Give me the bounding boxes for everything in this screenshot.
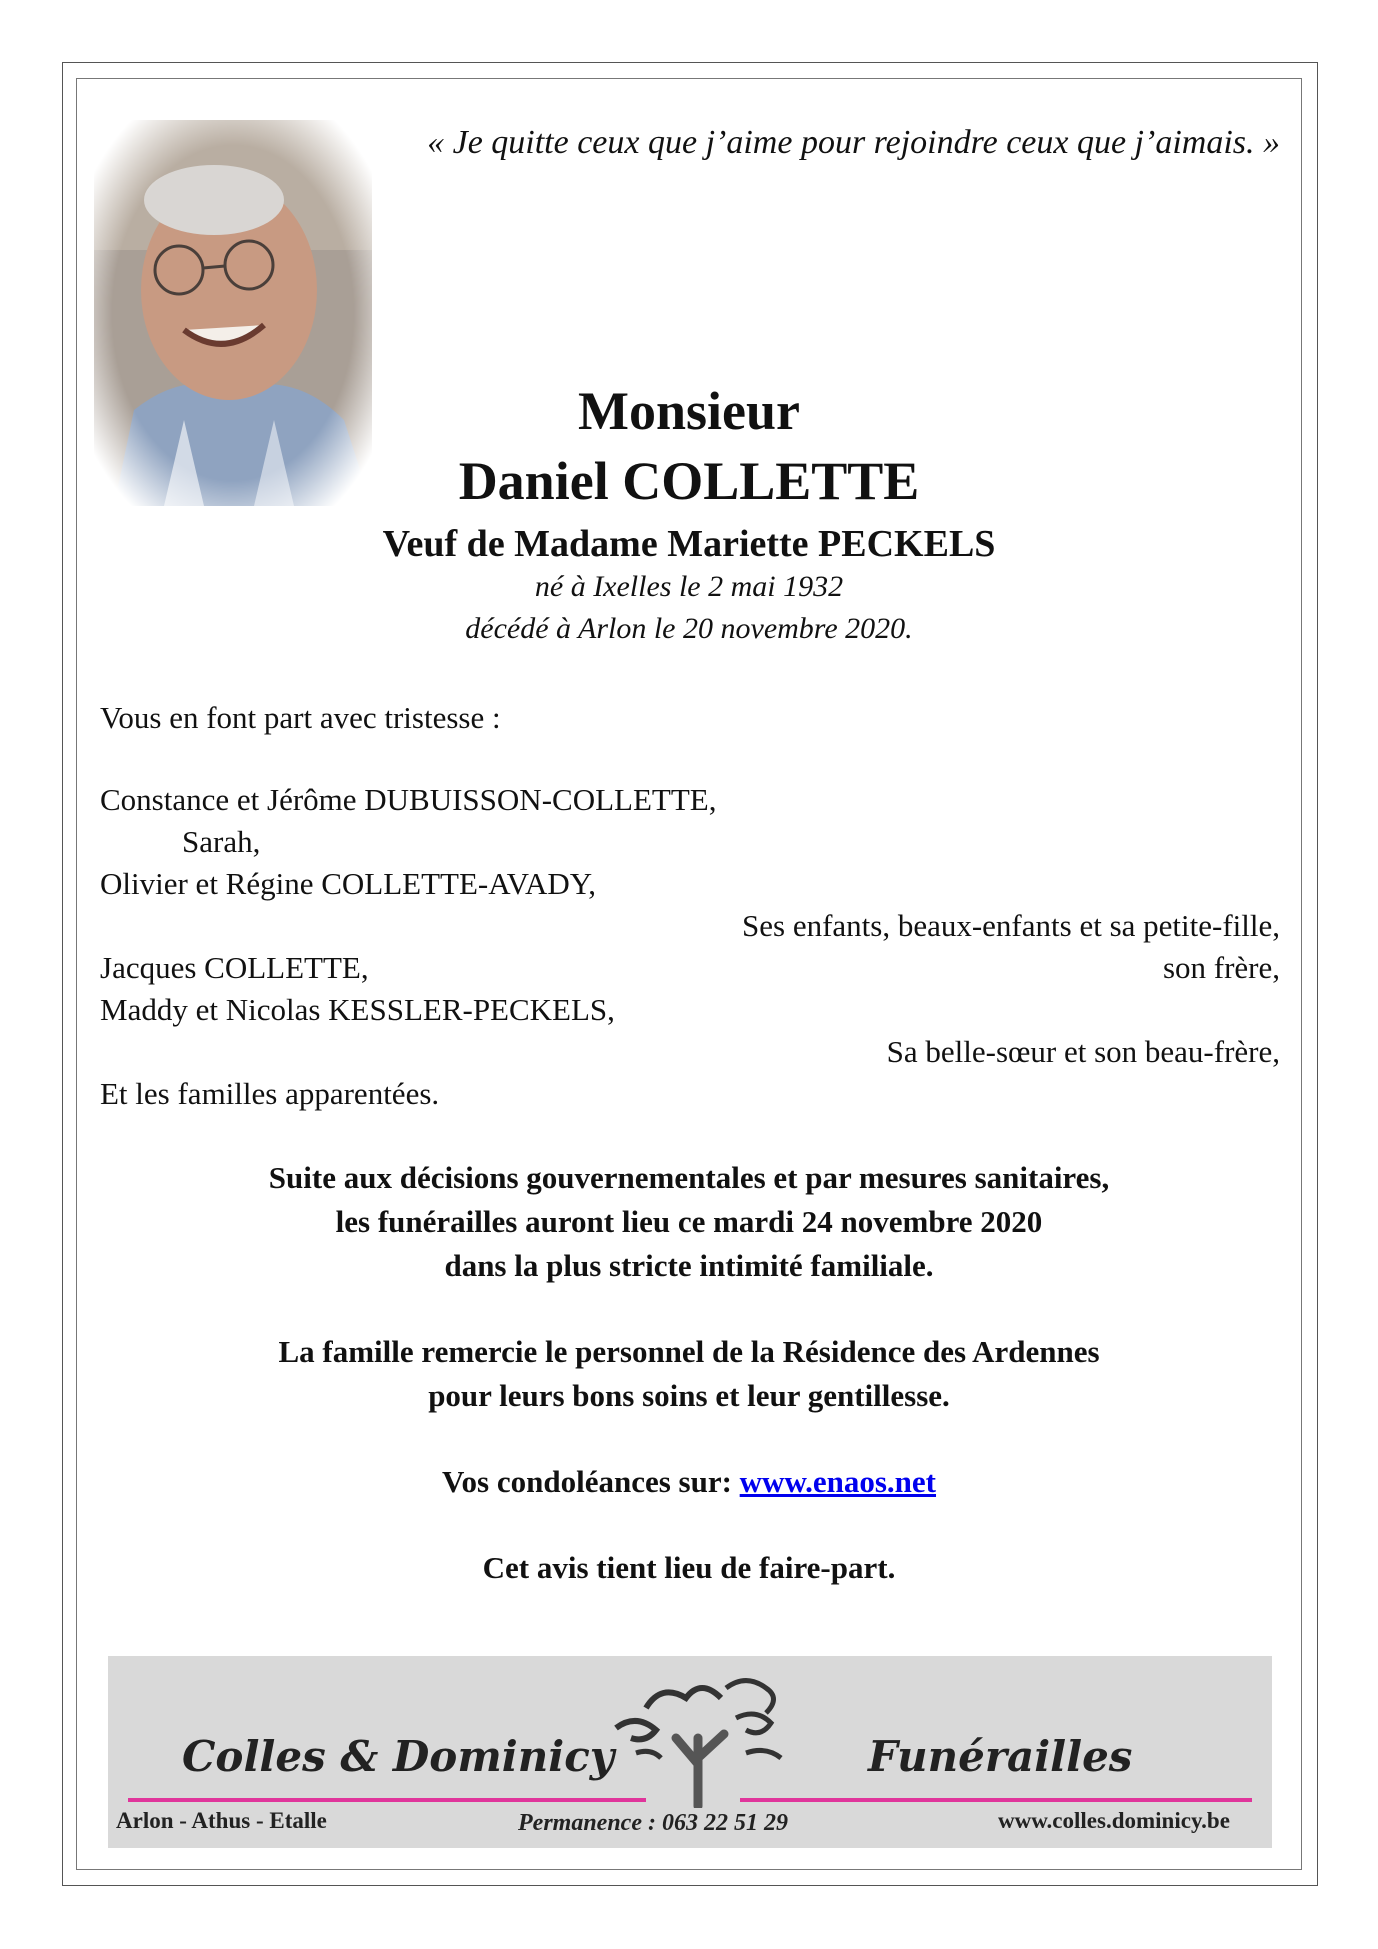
thanks-line-1: La famille remercie le personnel de la Résidence des Ardennes: [278, 1334, 1100, 1369]
accent-line-left: [128, 1798, 646, 1802]
condolences-label: Vos condoléances sur:: [441, 1464, 740, 1499]
family-line-2: Sarah,: [182, 824, 261, 859]
intro-text: Vous en font part avec tristesse :: [100, 700, 501, 735]
deceased-name: Daniel COLLETTE: [458, 451, 920, 511]
widow-line: Veuf de Madame Mariette PECKELS: [382, 523, 996, 565]
family-line-5-left: Jacques COLLETTE,: [100, 950, 369, 985]
family-line-4: Ses enfants, beaux-enfants et sa petite-fille,: [742, 908, 1280, 943]
family-line-5-right: son frère,: [1162, 950, 1280, 985]
banner-permanence: Permanence : 063 22 51 29: [518, 1810, 788, 1836]
family-line-3: Olivier et Régine COLLETTE-AVADY,: [100, 866, 596, 901]
condolences-link[interactable]: www.enaos.net: [739, 1464, 937, 1499]
notice-line-3: dans la plus stricte intimité familiale.: [444, 1248, 934, 1283]
brand-left: Colles & Dominicy: [182, 1732, 615, 1781]
condolences-line: [94, 1464, 1284, 1500]
family-line-6: Maddy et Nicolas KESSLER-PECKELS,: [100, 992, 615, 1027]
funeral-home-banner: [108, 1656, 1272, 1848]
portrait-photo: [94, 120, 372, 506]
family-line-1: Constance et Jérôme DUBUISSON-COLLETTE,: [100, 782, 717, 817]
banner-locations: Arlon - Athus - Etalle: [116, 1808, 327, 1833]
family-line-8: Et les familles apparentées.: [100, 1076, 440, 1111]
brand-right: Funérailles: [868, 1732, 1133, 1781]
honorific: Monsieur: [578, 381, 800, 441]
thanks-line-2: pour leurs bons soins et leur gentillesse.: [428, 1378, 950, 1413]
banner-website[interactable]: www.colles.dominicy.be: [998, 1808, 1230, 1833]
epitaph-quote: « Je quitte ceux que j’aime pour rejoindre ceux que j’aimais. »: [427, 124, 1280, 161]
birth-line: né à Ixelles le 2 mai 1932: [534, 570, 844, 603]
closing-line: Cet avis tient lieu de faire-part.: [482, 1550, 896, 1585]
tree-logo-icon: [606, 1668, 796, 1808]
death-line: décédé à Arlon le 20 novembre 2020.: [465, 612, 913, 645]
notice-line-2: les funérailles auront lieu ce mardi 24 novembre 2020: [335, 1204, 1043, 1239]
accent-line-right: [740, 1798, 1252, 1802]
notice-line-1: Suite aux décisions gouvernementales et par mesures sanitaires,: [268, 1160, 1110, 1195]
family-line-7: Sa belle-sœur et son beau-frère,: [886, 1034, 1280, 1069]
